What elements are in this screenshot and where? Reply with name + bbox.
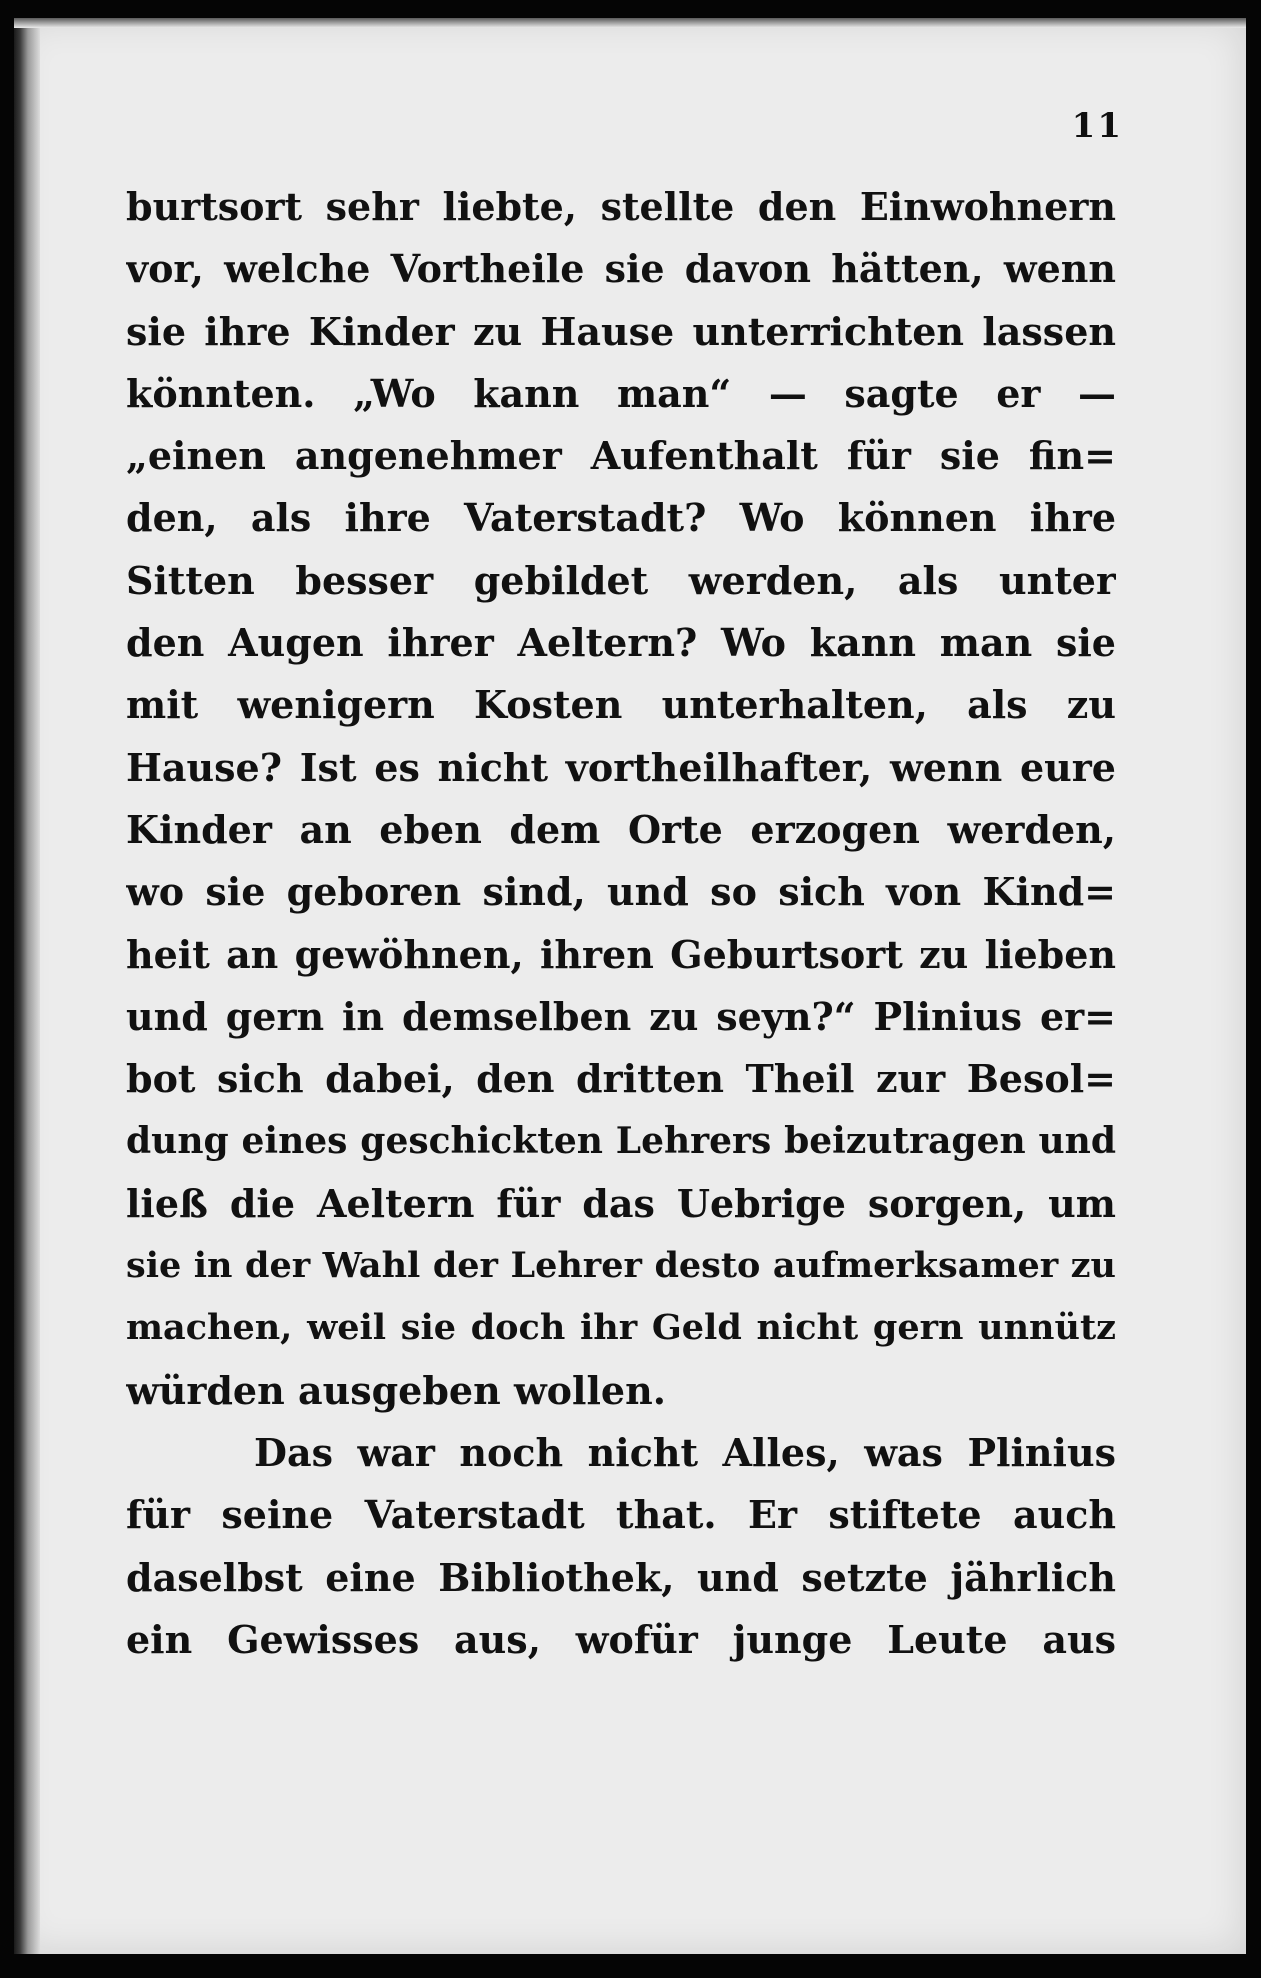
- text-line: daselbst eine Bibliothek, und setzte jährlich: [126, 1554, 1116, 1600]
- text-line: den, als ihre Vaterstadt? Wo können ihre: [126, 495, 1116, 541]
- text-line: den Augen ihrer Aeltern? Wo kann man sie: [126, 620, 1116, 666]
- text-line: würden ausgeben wollen.: [126, 1367, 666, 1413]
- text-line: ließ die Aeltern für das Uebrige sorgen, um: [126, 1180, 1116, 1226]
- text-line: mit wenigern Kosten unterhalten, als zu: [126, 682, 1116, 728]
- text-line: vor, welche Vortheile sie davon hätten, wenn: [126, 246, 1116, 292]
- page-number: 11: [1071, 106, 1123, 146]
- text-line: Kinder an eben dem Orte erzogen werden,: [126, 806, 1116, 852]
- text-line: und gern in demselben zu seyn?“ Plinius er=: [126, 993, 1116, 1039]
- page-top-edge: [14, 18, 1246, 28]
- text-line: dung eines geschickten Lehrers beizutragen und: [126, 1120, 1116, 1163]
- text-line: bot sich dabei, den dritten Theil zur Besol=: [126, 1056, 1116, 1102]
- text-line: machen, weil sie doch ihr Geld nicht gern unnütz: [126, 1307, 1116, 1349]
- text-line: ein Gewisses aus, wofür junge Leute aus: [126, 1616, 1116, 1662]
- body-text: [126, 176, 1116, 1671]
- text-line: sie ihre Kinder zu Hause unterrichten lassen: [126, 308, 1116, 354]
- text-line: Hause? Ist es nicht vortheilhafter, wenn eure: [126, 744, 1116, 790]
- text-line: heit an gewöhnen, ihren Geburtsort zu lieben: [126, 931, 1116, 977]
- paragraph-first-line: Das war noch nicht Alles, was Plinius: [254, 1429, 1116, 1475]
- text-line: sie in der Wahl der Lehrer desto aufmerksamer zu: [126, 1245, 1116, 1287]
- text-line: wo sie geboren sind, und so sich von Kind=: [126, 869, 1116, 915]
- text-line: könnten. „Wo kann man“ — sagte er —: [126, 370, 1116, 416]
- page-binding-edge: [14, 18, 40, 1954]
- text-line: burtsort sehr liebte, stellte den Einwohnern: [126, 184, 1116, 229]
- text-line: „einen angenehmer Aufenthalt für sie fin=: [126, 433, 1116, 479]
- text-line: Sitten besser gebildet werden, als unter: [126, 557, 1116, 603]
- text-line: für seine Vaterstadt that. Er stiftete auch: [126, 1492, 1116, 1538]
